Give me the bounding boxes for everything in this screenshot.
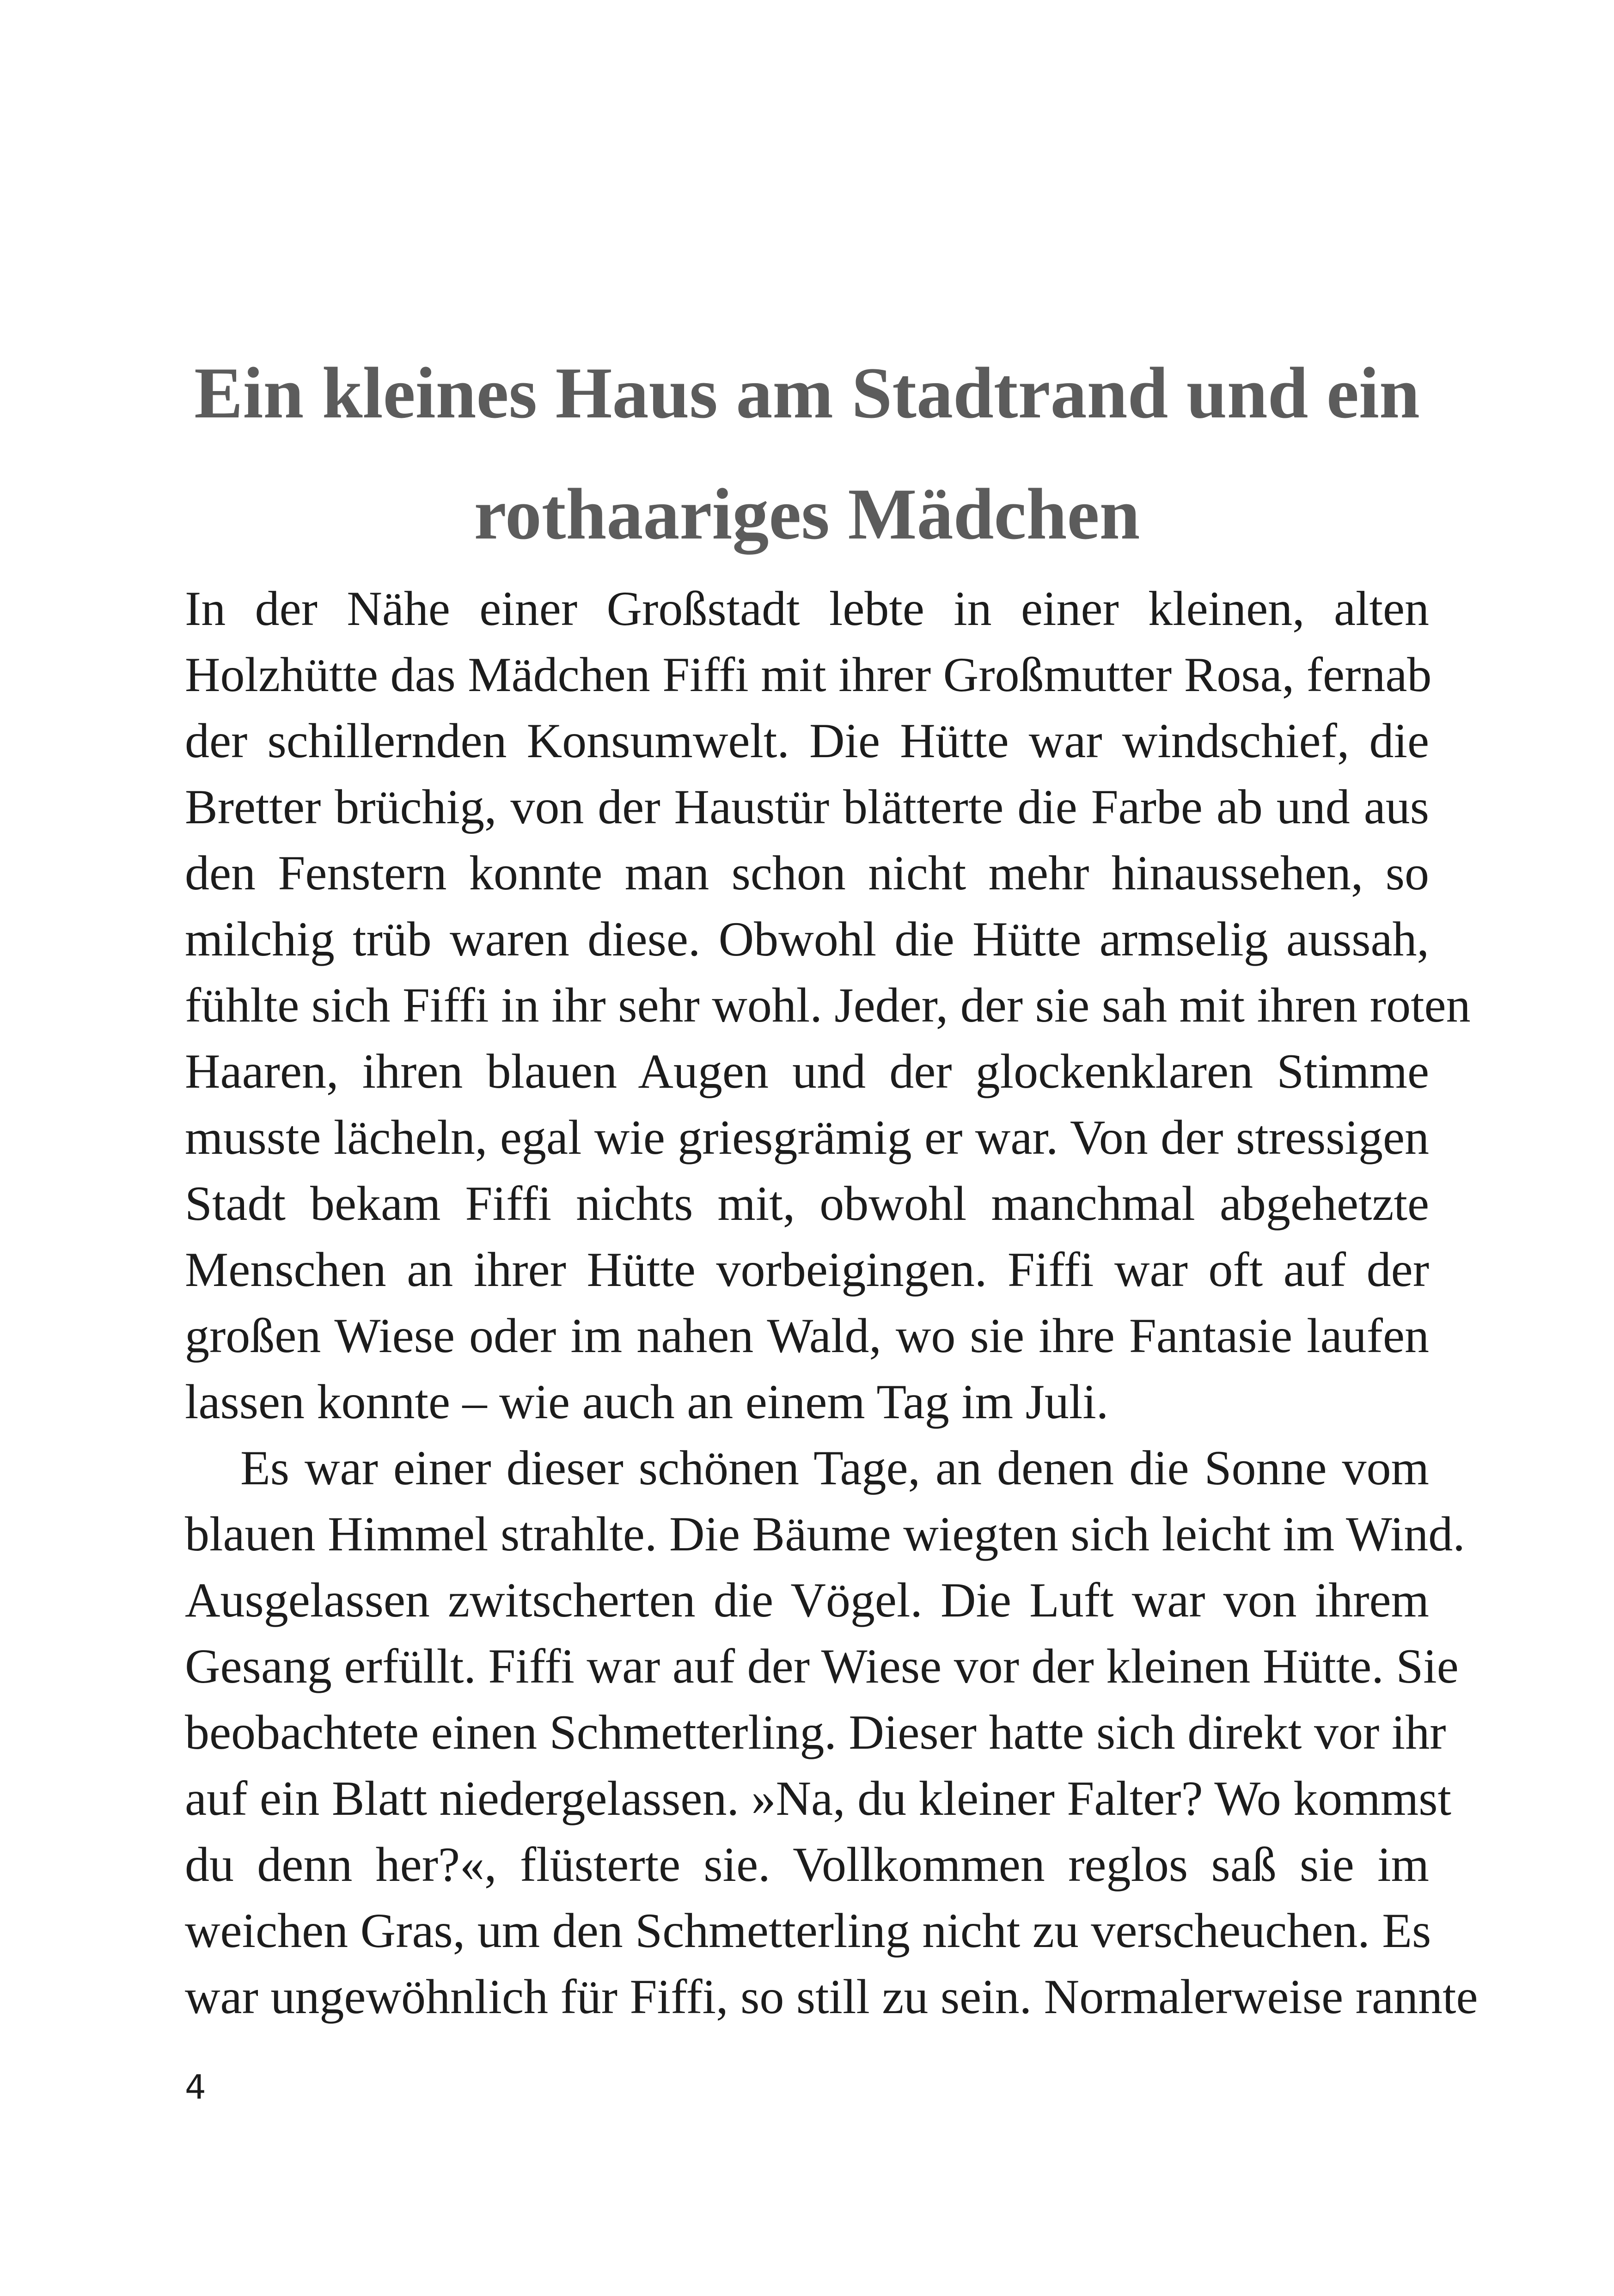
- text-line: milchig trüb waren diese. Obwohl die Hütte armselig aussah,: [185, 912, 1429, 966]
- text-line: Stadt bekam Fiffi nichts mit, obwohl manchmal abgehetzte: [185, 1176, 1429, 1231]
- body-text: [185, 576, 1478, 2030]
- text-line: auf ein Blatt niedergelassen. »Na, du kleiner Falter? Wo kommst: [185, 1771, 1451, 1825]
- chapter-title-line-2: rothaariges Mädchen: [474, 474, 1140, 555]
- text-line: blauen Himmel strahlte. Die Bäume wiegten sich leicht im Wind.: [185, 1507, 1465, 1561]
- text-line: der schillernden Konsumwelt. Die Hütte war windschief, die: [185, 714, 1429, 768]
- text-line: lassen konnte – wie auch an einem Tag im Juli.: [185, 1375, 1109, 1429]
- chapter-title-line-1: Ein kleines Haus am Stadtrand und ein: [194, 353, 1420, 434]
- text-line: fühlte sich Fiffi in ihr sehr wohl. Jeder, der sie sah mit ihren roten: [185, 978, 1471, 1032]
- text-line: den Fenstern konnte man schon nicht mehr hinaussehen, so: [185, 846, 1429, 900]
- text-line: Menschen an ihrer Hütte vorbeigingen. Fiffi war oft auf der: [185, 1243, 1429, 1297]
- text-line: du denn her?«, flüsterte sie. Vollkommen reglos saß sie im: [185, 1837, 1429, 1892]
- text-line: beobachtete einen Schmetterling. Dieser hatte sich direkt vor ihr: [185, 1705, 1446, 1759]
- text-line: Haaren, ihren blauen Augen und der glockenklaren Stimme: [185, 1044, 1429, 1098]
- text-line: war ungewöhnlich für Fiffi, so still zu sein. Normalerweise rannte: [185, 1970, 1478, 2024]
- text-line: Ausgelassen zwitscherten die Vögel. Die Luft war von ihrem: [185, 1573, 1429, 1627]
- text-line: In der Nähe einer Großstadt lebte in einer kleinen, alten: [185, 582, 1429, 636]
- text-line: musste lächeln, egal wie griesgrämig er war. Von der stressigen: [185, 1110, 1429, 1164]
- text-line: weichen Gras, um den Schmetterling nicht zu verscheuchen. Es: [185, 1904, 1431, 1958]
- text-line: Holzhütte das Mädchen Fiffi mit ihrer Großmutter Rosa, fernab: [185, 648, 1432, 702]
- text-line: Bretter brüchig, von der Haustür blätterte die Farbe ab und aus: [185, 780, 1429, 834]
- text-line: großen Wiese oder im nahen Wald, wo sie ihre Fantasie laufen: [185, 1309, 1429, 1363]
- text-line: Es war einer dieser schönen Tage, an denen die Sonne vom: [240, 1441, 1429, 1495]
- chapter-title: [185, 333, 1429, 575]
- text-line: Gesang erfüllt. Fiffi war auf der Wiese vor der kleinen Hütte. Sie: [185, 1639, 1459, 1693]
- page-number: 4: [185, 2068, 206, 2106]
